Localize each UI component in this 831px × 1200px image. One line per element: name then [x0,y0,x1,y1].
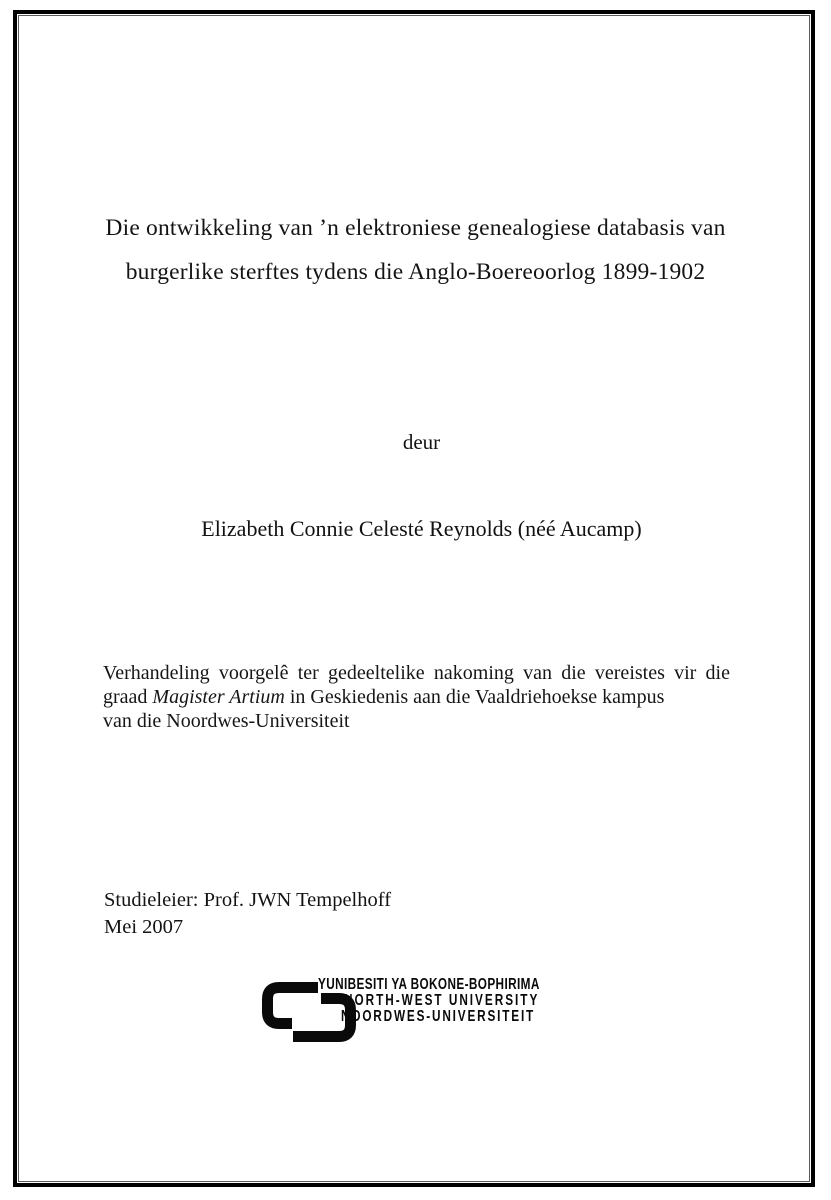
byline-deur: deur [402,430,441,454]
supervisor-and-date [104,887,391,941]
university-name-setswana: YUNIBESITI YA BOKONE-BOPHIRIMA [318,976,540,993]
submission-statement-line-1: Verhandeling voorgelê ter gedeeltelike nakoming van die vereistes vir die [103,662,730,684]
submission-statement-line-3: van die Noordwes-Universiteit [103,710,350,732]
thesis-title [0,206,831,294]
date-line: Mei 2007 [104,916,184,938]
submission-statement [103,661,730,733]
thesis-title-line-2: burgerlike sterftes tydens die Anglo-Boereoorlog 1899-1902 [125,259,706,285]
degree-name-italic: Magister Artium [152,686,285,708]
submission-line2-prefix: graad [103,686,153,708]
submission-line2-suffix: in Geskiedenis aan die Vaaldriehoekse kampus [284,686,665,708]
author-name: Elizabeth Connie Celesté Reynolds (néé Aucamp) [201,516,642,541]
thesis-title-line-1: Die ontwikkeling van ’n elektroniese genealogiese databasis van [105,215,726,241]
submission-statement-line-2 [103,685,730,709]
university-name-english: NORTH-WEST UNIVERSITY [344,992,540,1009]
university-name-afrikaans: NOORDWES-UNIVERSITEIT [341,1008,536,1025]
supervisor-line: Studieleier: Prof. JWN Tempelhoff [104,889,392,911]
